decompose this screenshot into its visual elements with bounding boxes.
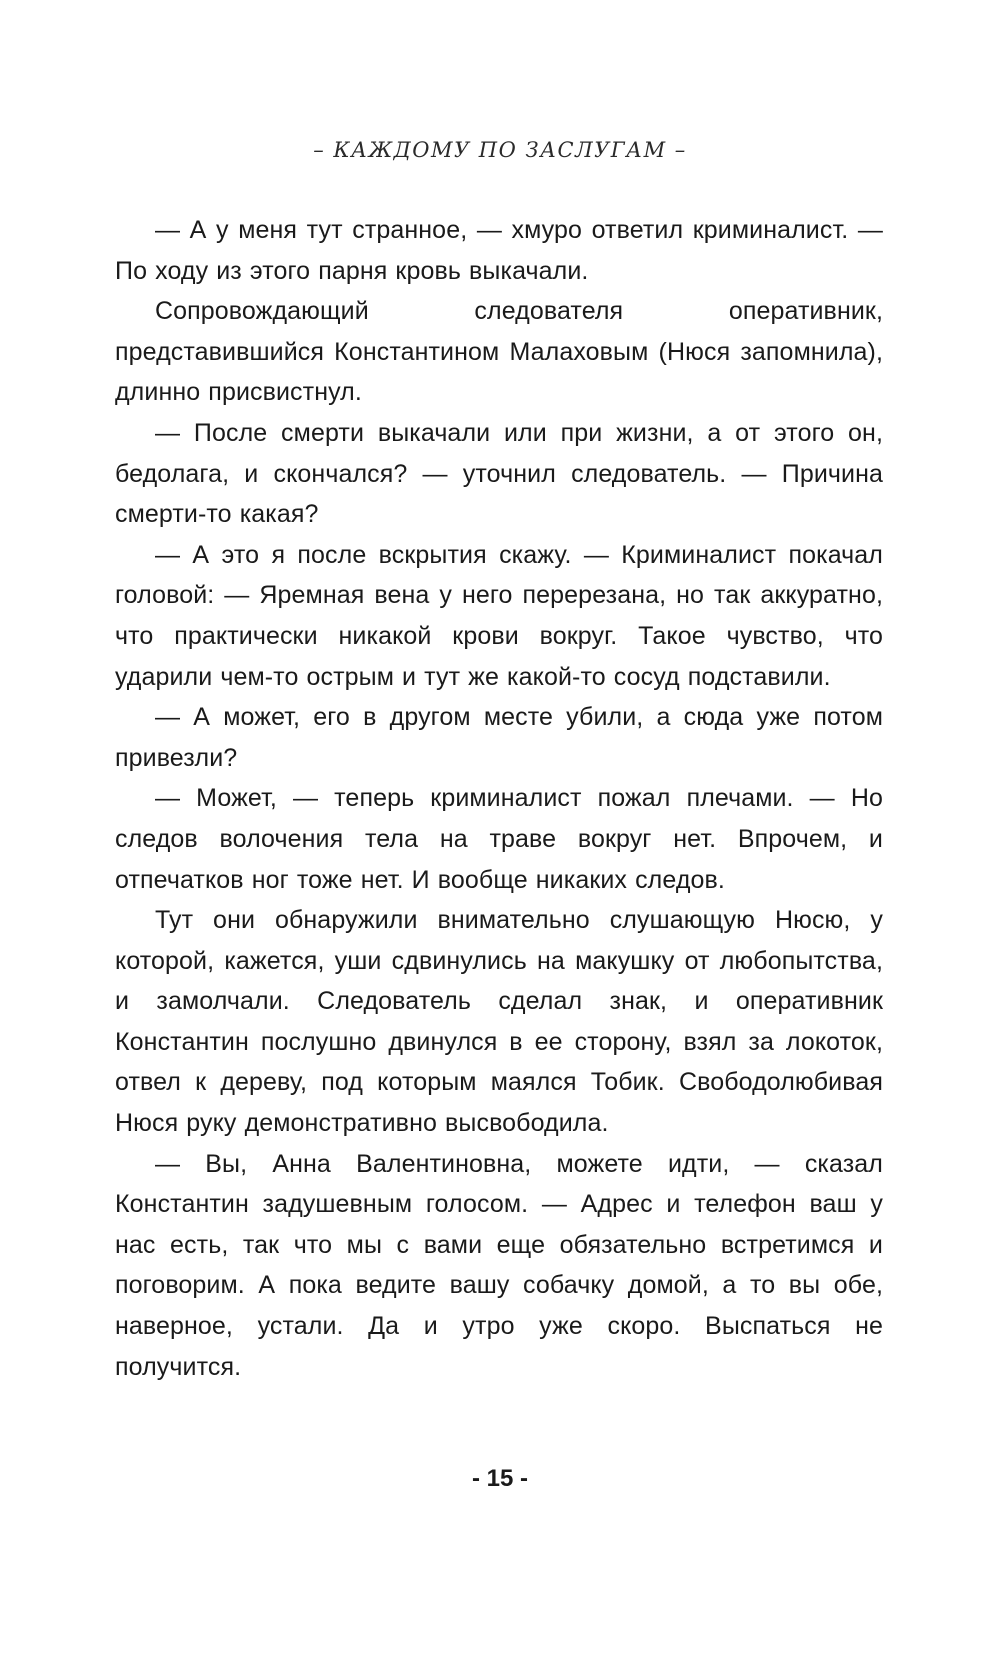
- body-text: [115, 210, 883, 1387]
- page-number: - 15 -: [471, 1465, 528, 1492]
- paragraph: Сопровождающий следователя оперативник, представившийся Константином Малаховым (Нюся запомнила), длинно присвистнул.: [115, 297, 883, 407]
- paragraph: — А у меня тут странное, — хмуро ответил криминалист. — По ходу из этого парня кровь выкачали.: [115, 216, 883, 285]
- paragraph: — А это я после вскрытия скажу. — Криминалист покачал головой: — Яремная вена у него перерезана, но так аккуратно, что практически никакой крови вокруг. Такое чувство, что ударили чем-то острым и тут же какой-то сосуд подставили.: [115, 540, 883, 691]
- paragraph: — Может, — теперь криминалист пожал плечами. — Но следов волочения тела на траве вокруг нет. Впрочем, и отпечатков ног тоже нет. И вообще никаких следов.: [115, 784, 883, 894]
- paragraph: — После смерти выкачали или при жизни, а от этого он, бедолага, и скончался? — уточнил следователь. — Причина смерти-то какая?: [115, 418, 883, 529]
- running-head: – КАЖДОМУ ПО ЗАСЛУГАМ –: [313, 138, 687, 162]
- paragraph: — Вы, Анна Валентиновна, можете идти, — сказал Константин задушевным голосом. — Адрес и телефон ваш у нас есть, так что мы с вами еще обязательно встретимся и поговорим. А пока ведите вашу собачку домой, а то вы обе, наверное, устали. Да и утро уже скоро. Выспаться не получится.: [115, 1149, 883, 1381]
- paragraph: Тут они обнаружили внимательно слушающую Нюсю, у которой, кажется, уши сдвинулись на макушку от любопытства, и замолчали. Следователь сделал знак, и оперативник Константин послушно двинулся в ее сторону, взял за локоток, отвел к дереву, под которым маялся Тобик. Свободолюбивая Нюся руку демонстративно высвободила.: [115, 906, 883, 1138]
- paragraph: — А может, его в другом месте убили, а сюда уже потом привезли?: [115, 703, 883, 772]
